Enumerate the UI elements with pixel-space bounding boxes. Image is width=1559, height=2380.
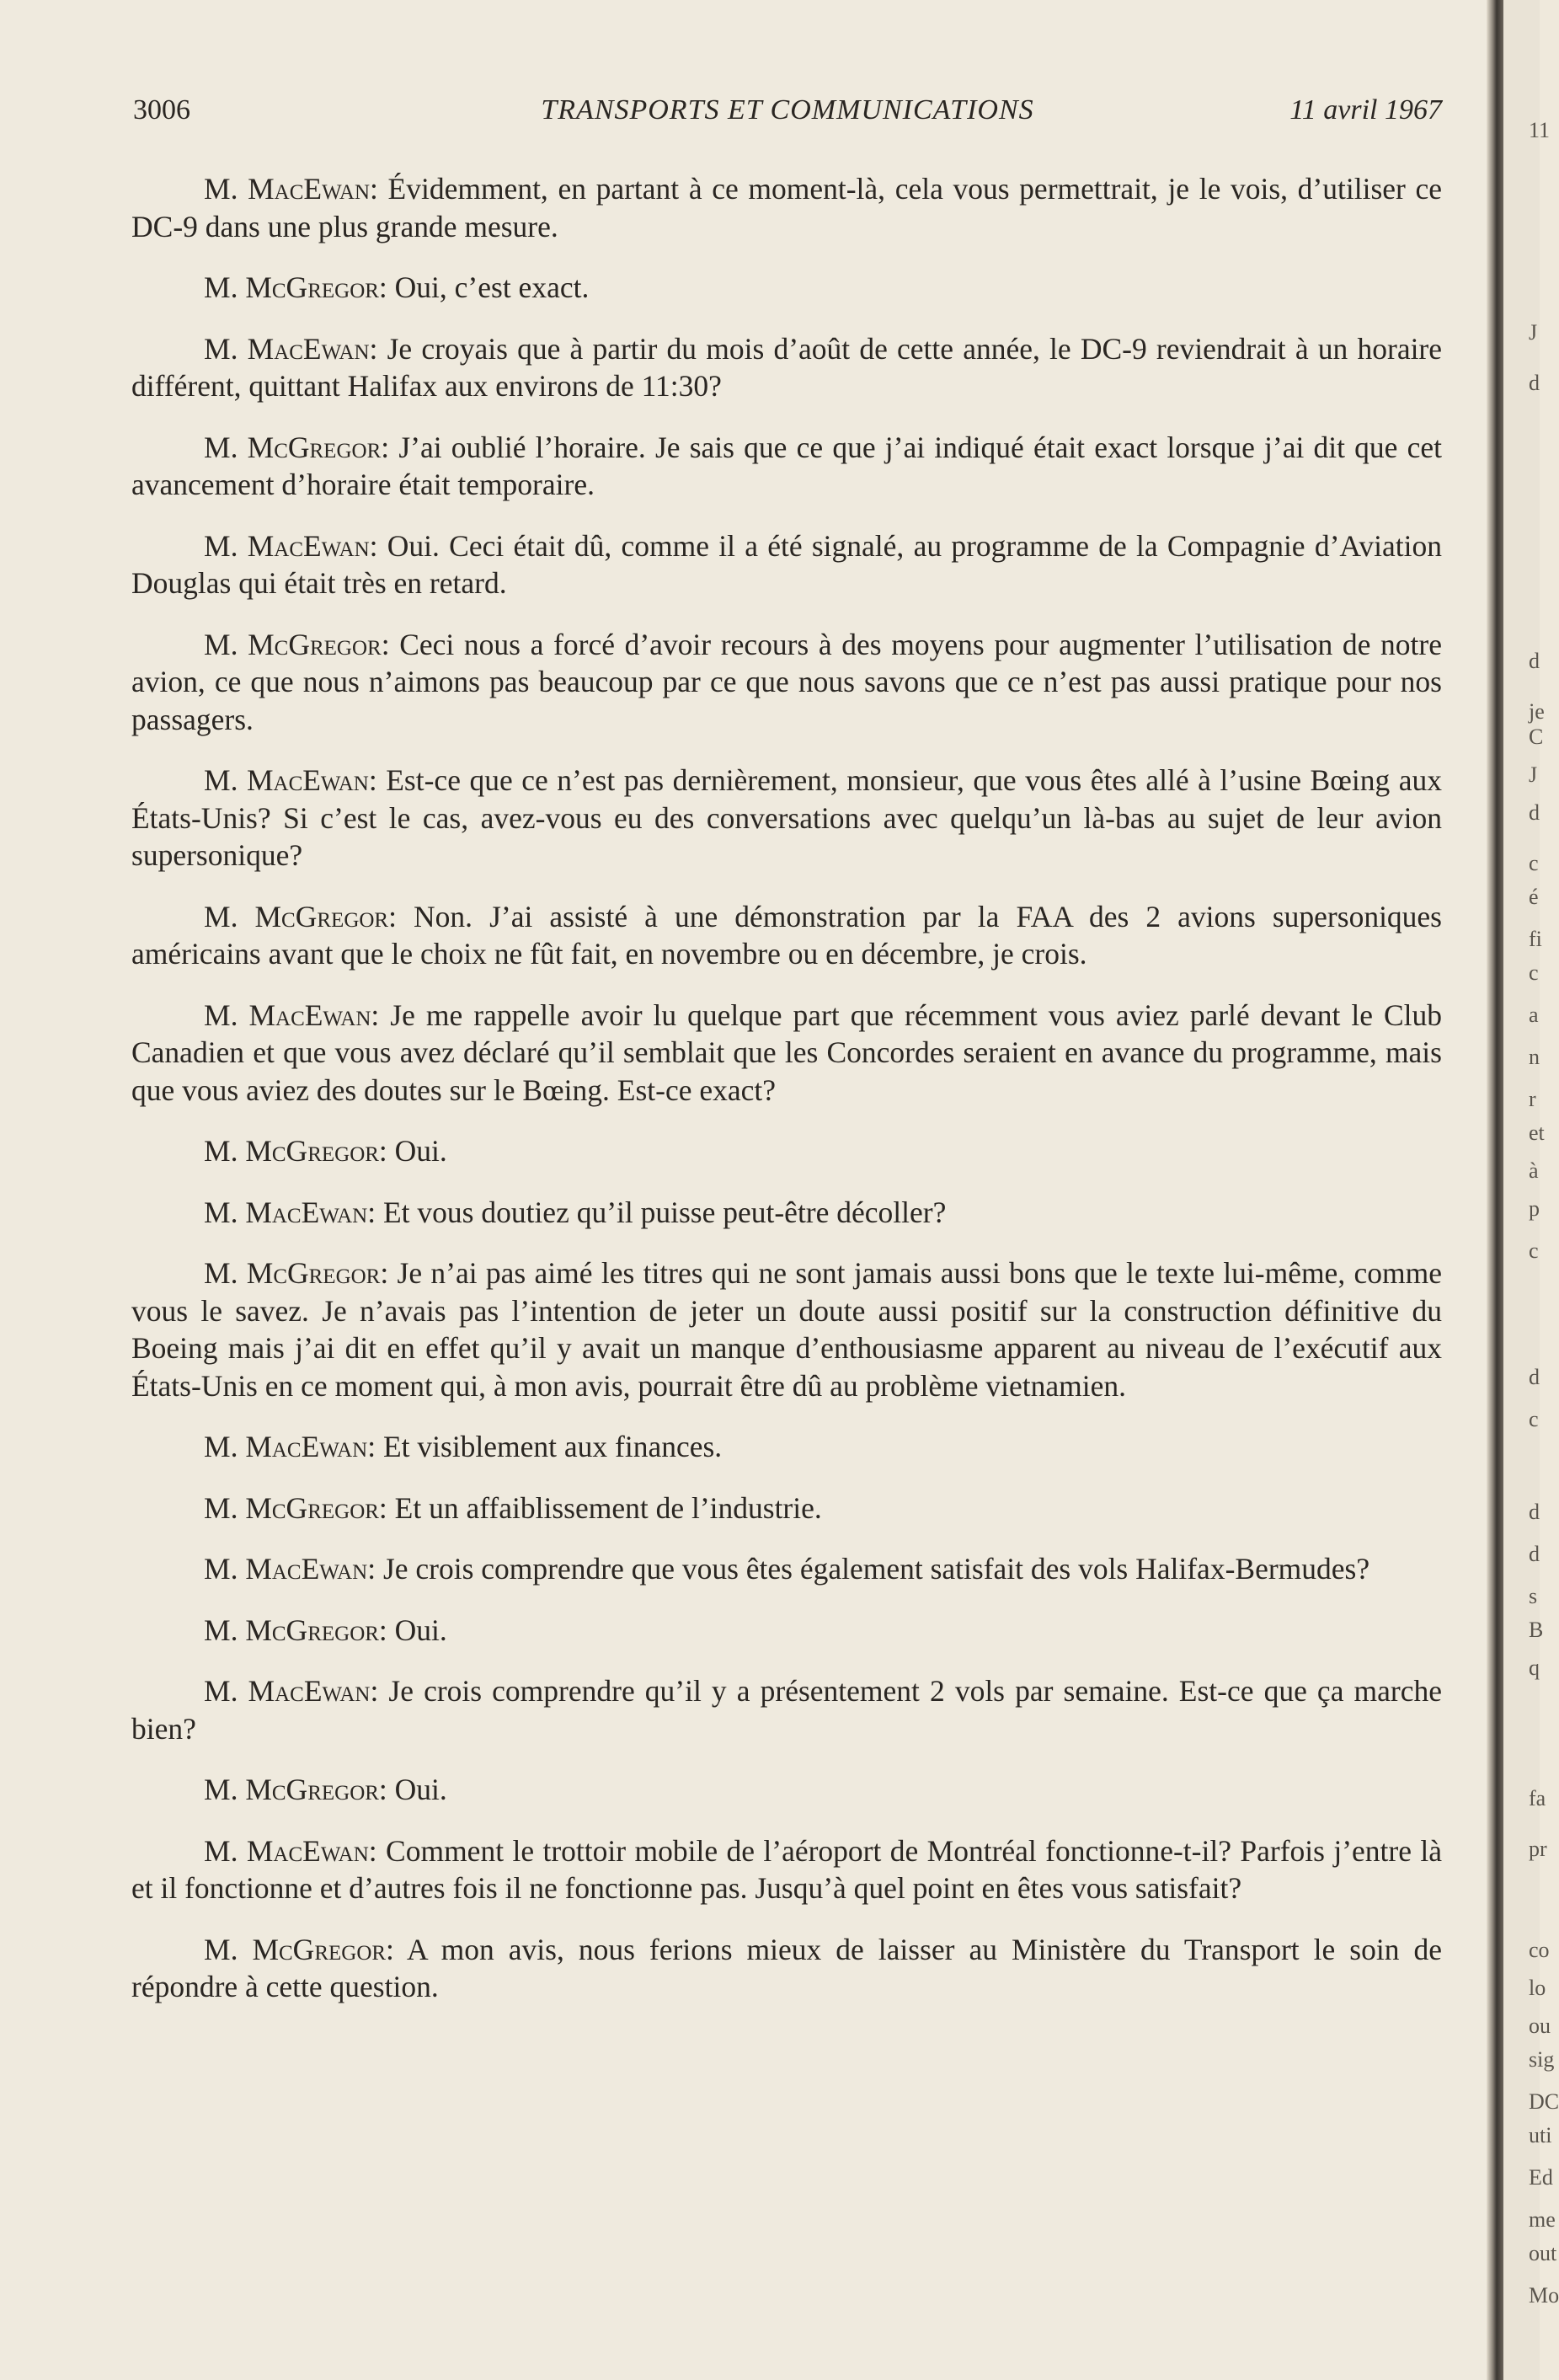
adjacent-page-fragment: q	[1529, 1655, 1540, 1680]
speaker-name: M. MacEwan:	[204, 1833, 377, 1868]
speaker-name: M. McGregor:	[204, 430, 390, 464]
adjacent-page-fragment: out	[1529, 2241, 1557, 2265]
speaker-name: M. McGregor:	[204, 1256, 389, 1290]
speaker-name: M. McGregor:	[204, 1490, 387, 1525]
speech-text: Oui.	[394, 1134, 447, 1168]
adjacent-page-fragment: lo	[1529, 1976, 1546, 2000]
speech-text: Je croyais que à partir du mois d’août de cette année, le DC-9 reviendrait à un horaire différent, quittant Halifax aux environs de 11:30?	[131, 331, 1443, 403]
speaker-name: M. McGregor:	[204, 1773, 387, 1806]
transcript-paragraph	[131, 898, 1442, 973]
adjacent-page-fragment: je	[1529, 699, 1545, 724]
header-date: 11 avril 1967	[1289, 94, 1442, 126]
running-title: TRANSPORTS ET COMMUNICATIONS	[541, 94, 1034, 126]
adjacent-page-fragment: n	[1529, 1045, 1540, 1069]
transcript-paragraph	[131, 1832, 1442, 1907]
transcript-body	[131, 170, 1442, 2030]
adjacent-page-fragment: d	[1529, 1500, 1540, 1524]
adjacent-page-fragment: J	[1529, 320, 1538, 345]
adjacent-page-fragment: d	[1529, 1365, 1540, 1389]
adjacent-page-fragment: d	[1529, 800, 1540, 825]
transcript-paragraph	[131, 1490, 1442, 1527]
speech-text: Ceci nous a forcé d’avoir recours à des moyens pour augmenter l’utilisation de notre avion, ce que nous n’aimons pas beaucoup par ce que nous savons que ce n’est pas aussi pratique pour nos passagers.	[131, 627, 1442, 736]
speaker-name: M. McGregor:	[204, 270, 387, 304]
speech-text: Et vous doutiez qu’il puisse peut-être décoller?	[382, 1195, 947, 1229]
speaker-name: M. MacEwan:	[204, 1674, 379, 1708]
speech-text: Je me rappelle avoir lu quelque part que récemment vous aviez parlé devant le Club Canadien et que vous avez déclaré qu’il semblait que les Concordes seraient en avance du programme, mais que vous aviez des doutes sur le Bœing. Est-ce exact?	[131, 997, 1443, 1107]
transcript-paragraph	[131, 1672, 1442, 1747]
transcript-paragraph	[131, 1771, 1442, 1809]
transcript-paragraph	[131, 1132, 1442, 1170]
adjacent-page-fragment: sig	[1529, 2047, 1555, 2072]
adjacent-page-fragment: uti	[1529, 2123, 1552, 2147]
speech-text: Je crois comprendre qu’il y a présentement 2 vols par semaine. Est-ce que ça marche bien?	[131, 1674, 1442, 1746]
speaker-name: M. MacEwan:	[204, 997, 380, 1032]
adjacent-page-fragment: c	[1529, 851, 1539, 875]
speech-text: Évidemment, en partant à ce moment-là, cela vous permettrait, je le vois, d’utiliser ce DC-9 dans une plus grande mesure.	[131, 172, 1443, 243]
transcript-paragraph	[131, 997, 1442, 1110]
speech-text: Oui. Ceci était dû, comme il a été signalé, au programme de la Compagnie d’Aviation Douglas qui était très en retard.	[131, 528, 1442, 600]
speech-text: Je n’ai pas aimé les titres qui ne sont jamais aussi bons que le texte lui-même, comme vous le savez. Je n’avais pas l’intention de jeter un doute aussi positif sur la construction définitive du Boeing mais j’ai dit en effet qu’il y avait un manque d’enthousiasme apparent au niveau de l’exécutif aux États-Unis en ce moment qui, à mon avis, pourrait être dû au problème vietnamien.	[131, 1256, 1442, 1403]
transcript-paragraph	[131, 1612, 1442, 1650]
transcript-paragraph	[131, 269, 1442, 307]
page-number: 3006	[133, 94, 190, 126]
speech-text: Comment le trottoir mobile de l’aéroport de Montréal fonctionne-t-il? Parfois j’entre là et il fonctionne et d’autres fois il ne fonctionne pas. Jusqu’à quel point en êtes vous satisfait?	[131, 1833, 1443, 1905]
speech-text: Je crois comprendre que vous êtes également satisfait des vols Halifax-Bermudes?	[382, 1552, 1370, 1586]
transcript-paragraph	[131, 330, 1442, 405]
adjacent-page-fragment: Mo	[1529, 2283, 1559, 2308]
adjacent-page-fragment: d	[1529, 1542, 1540, 1566]
speaker-name: M. MacEwan:	[204, 172, 378, 206]
adjacent-page-fragment: à	[1529, 1158, 1539, 1183]
transcript-paragraph	[131, 170, 1442, 245]
speaker-name: M. MacEwan:	[204, 331, 378, 366]
page-header	[133, 94, 1442, 136]
adjacent-page-fragment: d	[1529, 371, 1540, 395]
speaker-name: M. MacEwan:	[204, 763, 377, 797]
speech-text: J’ai oublié l’horaire. Je sais que ce que j’ai indiqué était exact lorsque j’ai dit que cet avancement d’horaire était temporaire.	[131, 430, 1443, 501]
adjacent-page-fragment: C	[1529, 725, 1544, 749]
adjacent-page-fragment: c	[1529, 960, 1539, 985]
adjacent-page-fragment: 11	[1529, 118, 1551, 142]
adjacent-page-fragment: é	[1529, 885, 1539, 909]
transcript-paragraph	[131, 1550, 1442, 1588]
adjacent-page-fragment: J	[1529, 762, 1538, 787]
speaker-name: M. MacEwan:	[204, 1430, 376, 1463]
speaker-name: M. MacEwan:	[204, 1195, 376, 1229]
speech-text: Oui.	[394, 1773, 447, 1806]
speaker-name: M. McGregor:	[204, 1134, 387, 1168]
speech-text: Oui, c’est exact.	[394, 270, 590, 304]
adjacent-page-fragment: fi	[1529, 927, 1542, 951]
book-gutter	[1487, 0, 1503, 2380]
speaker-name: M. McGregor:	[204, 1932, 394, 1966]
adjacent-page-fragment: a	[1529, 1003, 1539, 1027]
transcript-paragraph	[131, 762, 1442, 874]
transcript-paragraph	[131, 527, 1442, 602]
adjacent-page-fragment: et	[1529, 1120, 1545, 1145]
transcript-paragraph	[131, 429, 1442, 504]
speech-text: Et visiblement aux finances.	[382, 1430, 723, 1463]
adjacent-page-fragment: p	[1529, 1196, 1540, 1221]
adjacent-page-fragment: s	[1529, 1584, 1538, 1608]
adjacent-page-fragment: fa	[1529, 1786, 1546, 1810]
transcript-paragraph	[131, 1931, 1442, 2006]
transcript-paragraph	[131, 1194, 1442, 1232]
adjacent-page-fragment: B	[1529, 1618, 1544, 1642]
speech-text: A mon avis, nous ferions mieux de laisser au Ministère du Transport le soin de répondre à cette question.	[131, 1932, 1442, 2003]
transcript-paragraph	[131, 1254, 1442, 1404]
adjacent-page-fragment: r	[1529, 1087, 1536, 1111]
transcript-paragraph	[131, 626, 1442, 739]
transcript-paragraph	[131, 1428, 1442, 1466]
speech-text: Est-ce que ce n’est pas dernièrement, monsieur, que vous êtes allé à l’usine Bœing aux États-Unis? Si c’est le cas, avez-vous eu des conversations avec quelqu’un là-bas au sujet de leur avion supersonique?	[131, 763, 1442, 872]
adjacent-page-fragment: pr	[1529, 1837, 1547, 1861]
adjacent-page-fragment: Ed	[1529, 2165, 1553, 2190]
speaker-name: M. MacEwan:	[204, 1552, 376, 1586]
adjacent-page-fragment: me	[1529, 2207, 1556, 2232]
speaker-name: M. McGregor:	[204, 627, 390, 661]
speech-text: Oui.	[394, 1613, 447, 1647]
speaker-name: M. MacEwan:	[204, 528, 378, 563]
adjacent-page-fragment: c	[1529, 1407, 1539, 1431]
adjacent-page-fragment: ou	[1529, 2014, 1551, 2038]
speaker-name: M. McGregor:	[204, 1613, 387, 1647]
adjacent-page-edge	[1503, 0, 1559, 2380]
speech-text: Et un affaiblissement de l’industrie.	[394, 1490, 822, 1525]
adjacent-page-fragment: co	[1529, 1938, 1550, 1962]
speaker-name: M. McGregor:	[204, 899, 397, 933]
adjacent-page-fragment: c	[1529, 1238, 1539, 1263]
speech-text: Non. J’ai assisté à une démonstration par la FAA des 2 avions supersoniques américains avant que le choix ne fût fait, en novembre ou en décembre, je crois.	[131, 899, 1443, 971]
adjacent-page-fragment: DC	[1529, 2089, 1559, 2114]
adjacent-page-fragment: d	[1529, 649, 1540, 673]
